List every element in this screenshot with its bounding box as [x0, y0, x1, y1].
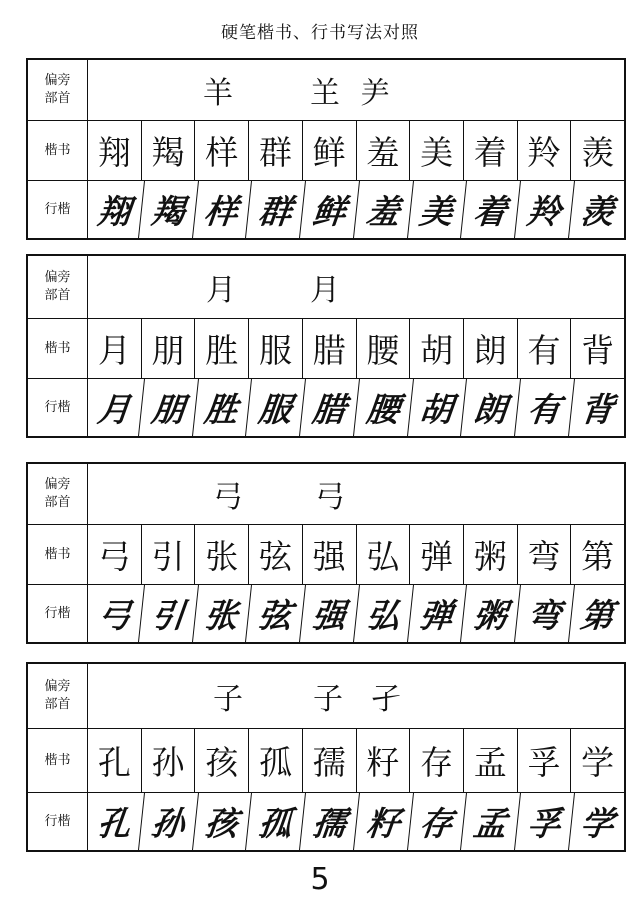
xingkai-char: 羡: [578, 192, 617, 231]
xingkai-row: [28, 792, 624, 850]
radical-block-yang: [26, 58, 626, 240]
radical-glyph: 弓: [213, 480, 243, 515]
xingkai-char: 鲜: [300, 181, 360, 238]
radical-glyph: 孑: [371, 682, 401, 717]
kaishu-row: [28, 728, 624, 792]
radical-glyph: 子: [313, 682, 343, 717]
xingkai-char: 胜: [192, 379, 252, 436]
kaishu-char: 孚: [518, 729, 572, 792]
radical-block-zi: [26, 662, 626, 852]
radical-area: [88, 464, 624, 524]
radical-glyph: 月: [310, 273, 340, 308]
page-title: 硬笔楷书、行书写法对照: [221, 23, 419, 43]
xingkai-char: 孺: [300, 793, 360, 850]
xingkai-char: 翔: [85, 181, 145, 238]
xingkai-char: 孚: [515, 793, 575, 850]
kaishu-char: 有: [518, 319, 572, 378]
kaishu-char: 孔: [88, 729, 142, 792]
xingkai-char: 样: [192, 181, 252, 238]
kaishu-char: 羡: [581, 133, 615, 172]
xingkai-char: 背: [578, 390, 617, 429]
xingkai-char: 孩: [192, 793, 252, 850]
radical-row: [28, 664, 624, 728]
kaishu-char: 胡: [410, 319, 464, 378]
xingkai-char: 孔: [85, 793, 145, 850]
radical-row: [28, 464, 624, 524]
xingkai-char: 弦: [246, 585, 306, 642]
kaishu-char: 羯: [142, 121, 196, 180]
kaishu-char: 张: [195, 525, 249, 584]
kaishu-char: 着: [464, 121, 518, 180]
kaishu-char: 粥: [464, 525, 518, 584]
xingkai-char: 朗: [461, 379, 521, 436]
radical-block-yue: [26, 254, 626, 438]
xingkai-char: 美: [407, 181, 467, 238]
xingkai-char: 籽: [354, 793, 414, 850]
radical-glyph: 羊: [203, 76, 233, 111]
page-number: 5: [310, 862, 330, 897]
xingkai-char: 服: [246, 379, 306, 436]
xingkai-char: 着: [461, 181, 521, 238]
kaishu-label: 楷书: [28, 525, 88, 584]
xingkai-char: 羚: [515, 181, 575, 238]
kaishu-char: 月: [88, 319, 142, 378]
kaishu-char: 孟: [464, 729, 518, 792]
xingkai-char: 粥: [461, 585, 521, 642]
kaishu-char: 第: [581, 537, 615, 576]
xingkai-row: [28, 584, 624, 642]
kaishu-char: 弹: [410, 525, 464, 584]
xingkai-label: 行楷: [28, 585, 88, 642]
xingkai-char: 月: [85, 379, 145, 436]
radical-row: [28, 256, 624, 318]
kaishu-row: [28, 120, 624, 180]
kaishu-char: 弘: [357, 525, 411, 584]
xingkai-char: 孙: [139, 793, 199, 850]
kaishu-char: 引: [142, 525, 196, 584]
kaishu-char: 朗: [464, 319, 518, 378]
xingkai-char: 学: [578, 804, 617, 843]
kaishu-char: 籽: [357, 729, 411, 792]
radical-glyph: ⺶: [360, 76, 390, 111]
kaishu-char: 孺: [303, 729, 357, 792]
xingkai-char: 孟: [461, 793, 521, 850]
radical-block-gong: [26, 462, 626, 644]
xingkai-char: 引: [139, 585, 199, 642]
xingkai-char: 孤: [246, 793, 306, 850]
kaishu-char: 朋: [142, 319, 196, 378]
kaishu-char: 翔: [88, 121, 142, 180]
radical-area: [88, 60, 624, 120]
kaishu-char: 孩: [195, 729, 249, 792]
xingkai-char: 羯: [139, 181, 199, 238]
radical-label: 偏旁 部首: [28, 464, 88, 524]
kaishu-char: 弓: [88, 525, 142, 584]
xingkai-char: 弹: [407, 585, 467, 642]
kaishu-row: [28, 524, 624, 584]
xingkai-char: 第: [578, 596, 617, 635]
radical-glyph: 𦍌: [310, 76, 340, 111]
kaishu-char: 腊: [303, 319, 357, 378]
kaishu-char: 群: [249, 121, 303, 180]
kaishu-char: 弦: [249, 525, 303, 584]
radical-label: 偏旁 部首: [28, 256, 88, 318]
xingkai-char: 朋: [139, 379, 199, 436]
kaishu-char: 样: [195, 121, 249, 180]
xingkai-label: 行楷: [28, 181, 88, 238]
radical-area: [88, 256, 624, 318]
xingkai-label: 行楷: [28, 379, 88, 436]
xingkai-label: 行楷: [28, 793, 88, 850]
kaishu-row: [28, 318, 624, 378]
radical-glyph: 弓: [315, 480, 345, 515]
xingkai-char: 腰: [354, 379, 414, 436]
kaishu-char: 学: [581, 743, 615, 782]
xingkai-char: 羞: [354, 181, 414, 238]
xingkai-char: 张: [192, 585, 252, 642]
kaishu-char: 美: [410, 121, 464, 180]
xingkai-char: 强: [300, 585, 360, 642]
kaishu-char: 羚: [518, 121, 572, 180]
kaishu-char: 存: [410, 729, 464, 792]
xingkai-char: 弘: [354, 585, 414, 642]
xingkai-char: 群: [246, 181, 306, 238]
kaishu-label: 楷书: [28, 729, 88, 792]
xingkai-char: 有: [515, 379, 575, 436]
xingkai-char: 腊: [300, 379, 360, 436]
radical-area: [88, 664, 624, 728]
xingkai-row: [28, 378, 624, 436]
kaishu-char: 弯: [518, 525, 572, 584]
kaishu-label: 楷书: [28, 121, 88, 180]
kaishu-char: 孙: [142, 729, 196, 792]
kaishu-char: 羞: [357, 121, 411, 180]
radical-label: 偏旁 部首: [28, 60, 88, 120]
xingkai-char: 胡: [407, 379, 467, 436]
xingkai-char: 存: [407, 793, 467, 850]
kaishu-char: 孤: [249, 729, 303, 792]
xingkai-char: 弓: [85, 585, 145, 642]
xingkai-row: [28, 180, 624, 238]
kaishu-label: 楷书: [28, 319, 88, 378]
kaishu-char: 鲜: [303, 121, 357, 180]
kaishu-char: 胜: [195, 319, 249, 378]
radical-label: 偏旁 部首: [28, 664, 88, 728]
kaishu-char: 背: [581, 331, 615, 370]
radical-glyph: 月: [206, 273, 236, 308]
radical-row: [28, 60, 624, 120]
kaishu-char: 强: [303, 525, 357, 584]
kaishu-char: 服: [249, 319, 303, 378]
xingkai-char: 弯: [515, 585, 575, 642]
kaishu-char: 腰: [357, 319, 411, 378]
radical-glyph: 子: [213, 682, 243, 717]
